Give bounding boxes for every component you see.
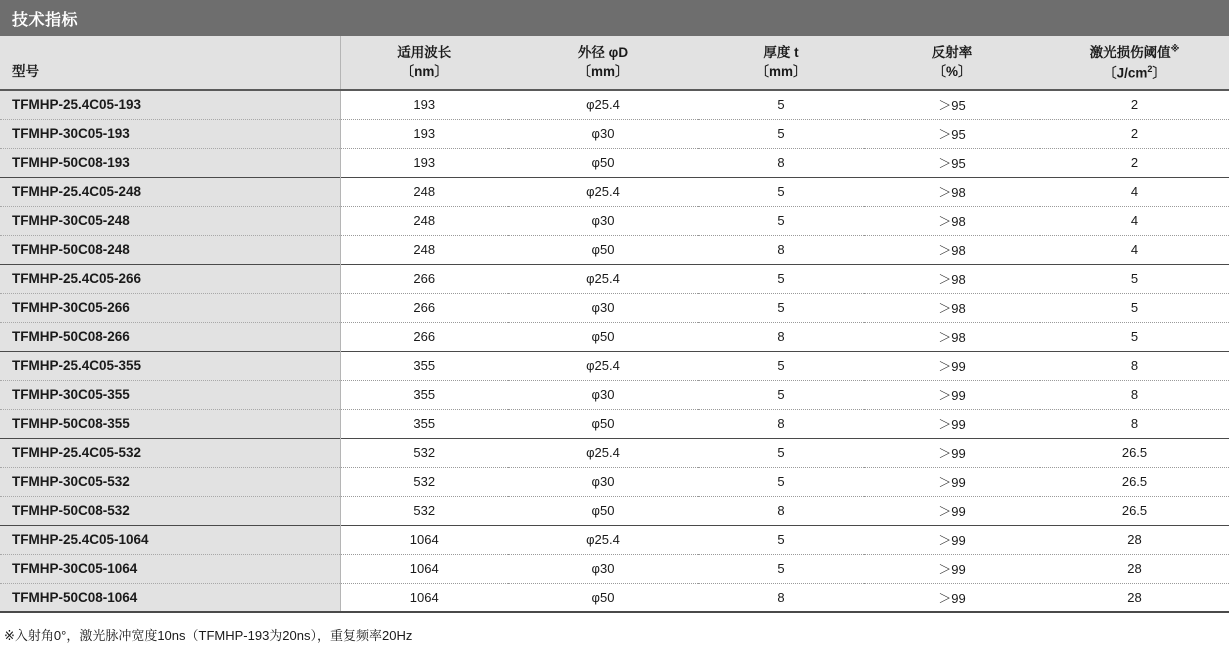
table-body	[0, 90, 1229, 612]
cell-diameter: φ30	[508, 206, 698, 235]
cell-model: TFMHP-30C05-1064	[0, 554, 340, 583]
cell-model: TFMHP-25.4C05-193	[0, 90, 340, 119]
cell-reflectance: ＞99	[864, 409, 1040, 438]
cell-wavelength: 248	[340, 177, 508, 206]
cell-thickness: 5	[698, 293, 864, 322]
cell-damage-threshold: 26.5	[1040, 467, 1229, 496]
table-row	[0, 177, 1229, 206]
cell-damage-threshold: 26.5	[1040, 496, 1229, 525]
cell-diameter: φ50	[508, 583, 698, 612]
cell-wavelength: 355	[340, 409, 508, 438]
cell-reflectance: ＞95	[864, 90, 1040, 119]
table-row	[0, 148, 1229, 177]
column-header-damage-threshold	[1040, 36, 1229, 90]
cell-wavelength: 1064	[340, 525, 508, 554]
column-header-wavelength-unit: 〔nm〕	[400, 63, 448, 79]
cell-model: TFMHP-25.4C05-266	[0, 264, 340, 293]
cell-thickness: 5	[698, 206, 864, 235]
footnote: ※入射角0°，激光脉冲宽度10ns（TFMHP-193为20ns），重复频率20Hz	[4, 628, 413, 643]
cell-diameter: φ25.4	[508, 351, 698, 380]
cell-wavelength: 248	[340, 206, 508, 235]
cell-reflectance: ＞98	[864, 235, 1040, 264]
cell-model: TFMHP-30C05-532	[0, 467, 340, 496]
cell-damage-threshold: 2	[1040, 148, 1229, 177]
cell-wavelength: 532	[340, 438, 508, 467]
table-row	[0, 206, 1229, 235]
column-header-model	[0, 36, 340, 90]
cell-damage-threshold: 2	[1040, 119, 1229, 148]
column-header-model-label: 型号	[12, 63, 39, 79]
column-header-diameter-unit: 〔mm〕	[577, 63, 629, 79]
table-row	[0, 119, 1229, 148]
cell-thickness: 5	[698, 119, 864, 148]
cell-wavelength: 1064	[340, 583, 508, 612]
cell-damage-threshold: 4	[1040, 235, 1229, 264]
cell-damage-threshold: 28	[1040, 554, 1229, 583]
table-row	[0, 351, 1229, 380]
specifications-table	[0, 36, 1229, 613]
table-row	[0, 293, 1229, 322]
cell-wavelength: 355	[340, 380, 508, 409]
cell-reflectance: ＞95	[864, 119, 1040, 148]
cell-reflectance: ＞99	[864, 583, 1040, 612]
cell-reflectance: ＞98	[864, 322, 1040, 351]
cell-thickness: 5	[698, 90, 864, 119]
column-header-diameter	[508, 36, 698, 90]
cell-damage-threshold: 4	[1040, 177, 1229, 206]
cell-model: TFMHP-50C08-355	[0, 409, 340, 438]
table-row	[0, 409, 1229, 438]
cell-reflectance: ＞98	[864, 177, 1040, 206]
cell-thickness: 8	[698, 496, 864, 525]
cell-model: TFMHP-25.4C05-248	[0, 177, 340, 206]
cell-wavelength: 1064	[340, 554, 508, 583]
cell-wavelength: 266	[340, 322, 508, 351]
column-header-thickness-label: 厚度 t	[763, 45, 799, 61]
cell-reflectance: ＞99	[864, 438, 1040, 467]
cell-damage-threshold: 5	[1040, 322, 1229, 351]
cell-wavelength: 193	[340, 90, 508, 119]
cell-model: TFMHP-30C05-193	[0, 119, 340, 148]
table-row	[0, 322, 1229, 351]
cell-reflectance: ＞95	[864, 148, 1040, 177]
cell-thickness: 8	[698, 409, 864, 438]
cell-wavelength: 193	[340, 119, 508, 148]
table-row	[0, 554, 1229, 583]
cell-damage-threshold: 28	[1040, 525, 1229, 554]
table-row	[0, 235, 1229, 264]
column-header-reflectance-label: 反射率	[931, 45, 973, 61]
table-row	[0, 438, 1229, 467]
cell-damage-threshold: 8	[1040, 409, 1229, 438]
cell-damage-threshold: 8	[1040, 380, 1229, 409]
column-header-damage-threshold-unit: 〔$J/cm^2$〕	[1103, 63, 1166, 80]
column-header-reflectance	[864, 36, 1040, 90]
cell-model: TFMHP-50C08-532	[0, 496, 340, 525]
cell-reflectance: ＞99	[864, 467, 1040, 496]
cell-diameter: φ50	[508, 322, 698, 351]
cell-damage-threshold: 5	[1040, 293, 1229, 322]
cell-model: TFMHP-50C08-193	[0, 148, 340, 177]
cell-diameter: φ30	[508, 554, 698, 583]
cell-model: TFMHP-50C08-1064	[0, 583, 340, 612]
cell-model: TFMHP-25.4C05-355	[0, 351, 340, 380]
cell-thickness: 5	[698, 351, 864, 380]
cell-diameter: φ25.4	[508, 264, 698, 293]
cell-reflectance: ＞99	[864, 380, 1040, 409]
cell-thickness: 8	[698, 322, 864, 351]
cell-thickness: 8	[698, 148, 864, 177]
column-header-thickness	[698, 36, 864, 90]
section-title-bar	[0, 0, 1229, 36]
column-header-diameter-label: 外径 φD	[577, 45, 629, 61]
cell-wavelength: 266	[340, 293, 508, 322]
cell-reflectance: ＞99	[864, 351, 1040, 380]
cell-diameter: φ30	[508, 380, 698, 409]
column-header-wavelength-label: 适用波长	[397, 45, 452, 61]
cell-thickness: 5	[698, 264, 864, 293]
cell-thickness: 5	[698, 438, 864, 467]
cell-diameter: φ50	[508, 409, 698, 438]
table-row	[0, 583, 1229, 612]
cell-model: TFMHP-25.4C05-1064	[0, 525, 340, 554]
cell-damage-threshold: 5	[1040, 264, 1229, 293]
table-row	[0, 380, 1229, 409]
column-header-wavelength	[340, 36, 508, 90]
column-header-damage-threshold-label: 激光损伤阈值※	[1089, 43, 1180, 61]
table-row	[0, 467, 1229, 496]
cell-wavelength: 266	[340, 264, 508, 293]
cell-wavelength: 532	[340, 467, 508, 496]
cell-diameter: φ50	[508, 148, 698, 177]
cell-diameter: φ25.4	[508, 177, 698, 206]
cell-diameter: φ30	[508, 293, 698, 322]
table-row	[0, 264, 1229, 293]
cell-model: TFMHP-30C05-266	[0, 293, 340, 322]
table-row	[0, 525, 1229, 554]
cell-wavelength: 248	[340, 235, 508, 264]
cell-diameter: φ30	[508, 119, 698, 148]
cell-model: TFMHP-50C08-248	[0, 235, 340, 264]
table-row	[0, 496, 1229, 525]
cell-damage-threshold: 4	[1040, 206, 1229, 235]
cell-wavelength: 193	[340, 148, 508, 177]
cell-damage-threshold: 2	[1040, 90, 1229, 119]
table-header-row	[0, 36, 1229, 90]
cell-thickness: 5	[698, 467, 864, 496]
column-header-reflectance-unit: 〔%〕	[932, 63, 972, 79]
cell-thickness: 5	[698, 380, 864, 409]
table-header	[0, 36, 1229, 90]
cell-diameter: φ50	[508, 235, 698, 264]
cell-reflectance: ＞99	[864, 525, 1040, 554]
cell-thickness: 5	[698, 525, 864, 554]
cell-reflectance: ＞99	[864, 496, 1040, 525]
page-title: 技术指标	[12, 11, 79, 29]
cell-diameter: φ25.4	[508, 525, 698, 554]
cell-model: TFMHP-50C08-266	[0, 322, 340, 351]
cell-model: TFMHP-25.4C05-532	[0, 438, 340, 467]
cell-thickness: 8	[698, 235, 864, 264]
column-header-thickness-unit: 〔mm〕	[755, 63, 807, 79]
cell-wavelength: 355	[340, 351, 508, 380]
cell-reflectance: ＞98	[864, 206, 1040, 235]
cell-diameter: φ25.4	[508, 90, 698, 119]
cell-reflectance: ＞98	[864, 264, 1040, 293]
cell-diameter: φ50	[508, 496, 698, 525]
cell-diameter: φ25.4	[508, 438, 698, 467]
cell-damage-threshold: 26.5	[1040, 438, 1229, 467]
cell-wavelength: 532	[340, 496, 508, 525]
cell-damage-threshold: 28	[1040, 583, 1229, 612]
cell-thickness: 5	[698, 554, 864, 583]
table-row	[0, 90, 1229, 119]
cell-reflectance: ＞99	[864, 554, 1040, 583]
cell-model: TFMHP-30C05-355	[0, 380, 340, 409]
cell-thickness: 5	[698, 177, 864, 206]
cell-thickness: 8	[698, 583, 864, 612]
cell-diameter: φ30	[508, 467, 698, 496]
cell-damage-threshold: 8	[1040, 351, 1229, 380]
cell-reflectance: ＞98	[864, 293, 1040, 322]
cell-model: TFMHP-30C05-248	[0, 206, 340, 235]
